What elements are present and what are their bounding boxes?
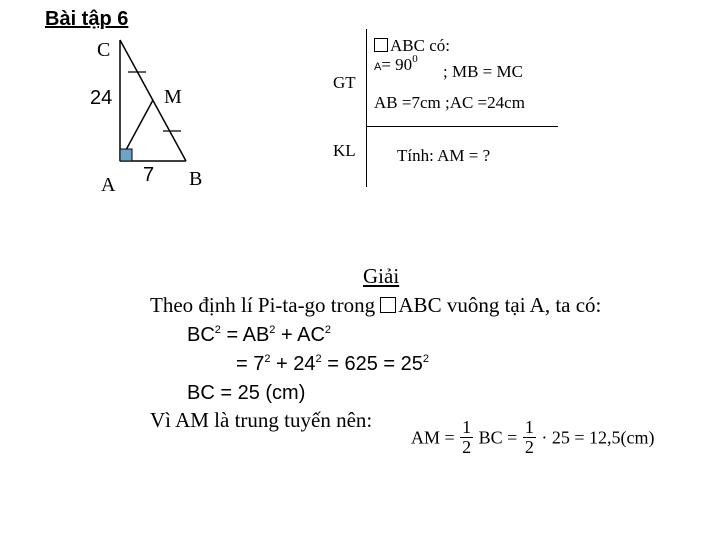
- gt-label: GT: [333, 73, 356, 92]
- line1-post: ABC vuông tại A, ta có:: [398, 293, 602, 317]
- l3-sup2: 2: [315, 353, 322, 365]
- solution-line-4: BC = 25 (cm): [187, 382, 306, 404]
- l3-sup1: 2: [264, 353, 271, 365]
- l2-b: = AB: [220, 324, 270, 346]
- solution-line-3: [236, 354, 429, 374]
- triangle-symbol-icon: [374, 38, 388, 52]
- vertex-m-label: M: [164, 86, 182, 108]
- formula-mid: BC =: [478, 427, 518, 448]
- given-sides: AB =7cm ;AC =24cm: [374, 93, 525, 112]
- solution-line-2: [187, 325, 331, 345]
- l2-c: + AC: [275, 324, 325, 346]
- l3-a: = 7: [236, 353, 265, 375]
- formula-rhs: · 25 = 12,5(cm): [541, 427, 655, 448]
- gt-kl-vertical-divider: [366, 29, 367, 187]
- given-triangle: [374, 37, 450, 54]
- conclusion-find: Tính: AM = ?: [397, 146, 491, 165]
- given-angle: [374, 53, 418, 74]
- vertex-c-label: C: [97, 39, 111, 61]
- fraction-one-half-2: [523, 418, 536, 457]
- angle-letter: A: [374, 61, 382, 73]
- gt-kl-horizontal-divider: [366, 126, 558, 127]
- l2-sup2: 2: [269, 324, 276, 336]
- solution-line-5: Vì AM là trung tuyến nên:: [150, 408, 373, 432]
- l3-b: + 24: [270, 353, 316, 375]
- l2-a: BC: [187, 324, 215, 346]
- vertex-a-label: A: [101, 174, 116, 196]
- triangle-symbol-icon: [380, 297, 396, 313]
- l2-sup3: 2: [324, 324, 332, 336]
- side-ac-length: 24: [90, 87, 113, 109]
- fraction-one-half: [460, 418, 473, 457]
- l2-sup1: 2: [214, 324, 221, 336]
- exercise-title: Bài tập 6: [45, 8, 129, 30]
- side-ab-length: 7: [143, 164, 155, 186]
- vertex-b-label: B: [189, 168, 203, 190]
- frac2-den: 2: [524, 436, 534, 457]
- kl-label: KL: [333, 141, 356, 160]
- l3-sup3: 2: [422, 353, 429, 365]
- given-triangle-text: ABC có:: [390, 36, 450, 55]
- median-formula: [411, 418, 654, 457]
- solution-heading: Giải: [363, 264, 400, 288]
- l3-c: = 625 = 25: [321, 353, 423, 375]
- formula-lhs: AM =: [411, 427, 455, 448]
- right-angle-mark: [120, 149, 132, 161]
- angle-degree: 0: [412, 53, 418, 65]
- frac2-num: 1: [524, 417, 534, 437]
- given-mb-mc: ; MB = MC: [443, 62, 523, 81]
- line1-pre: Theo định lí Pi-ta-go trong: [150, 293, 376, 317]
- frac1-num: 1: [462, 417, 472, 437]
- angle-eq: = 90: [381, 55, 413, 74]
- frac1-den: 2: [462, 436, 472, 457]
- solution-line-1: [150, 295, 601, 316]
